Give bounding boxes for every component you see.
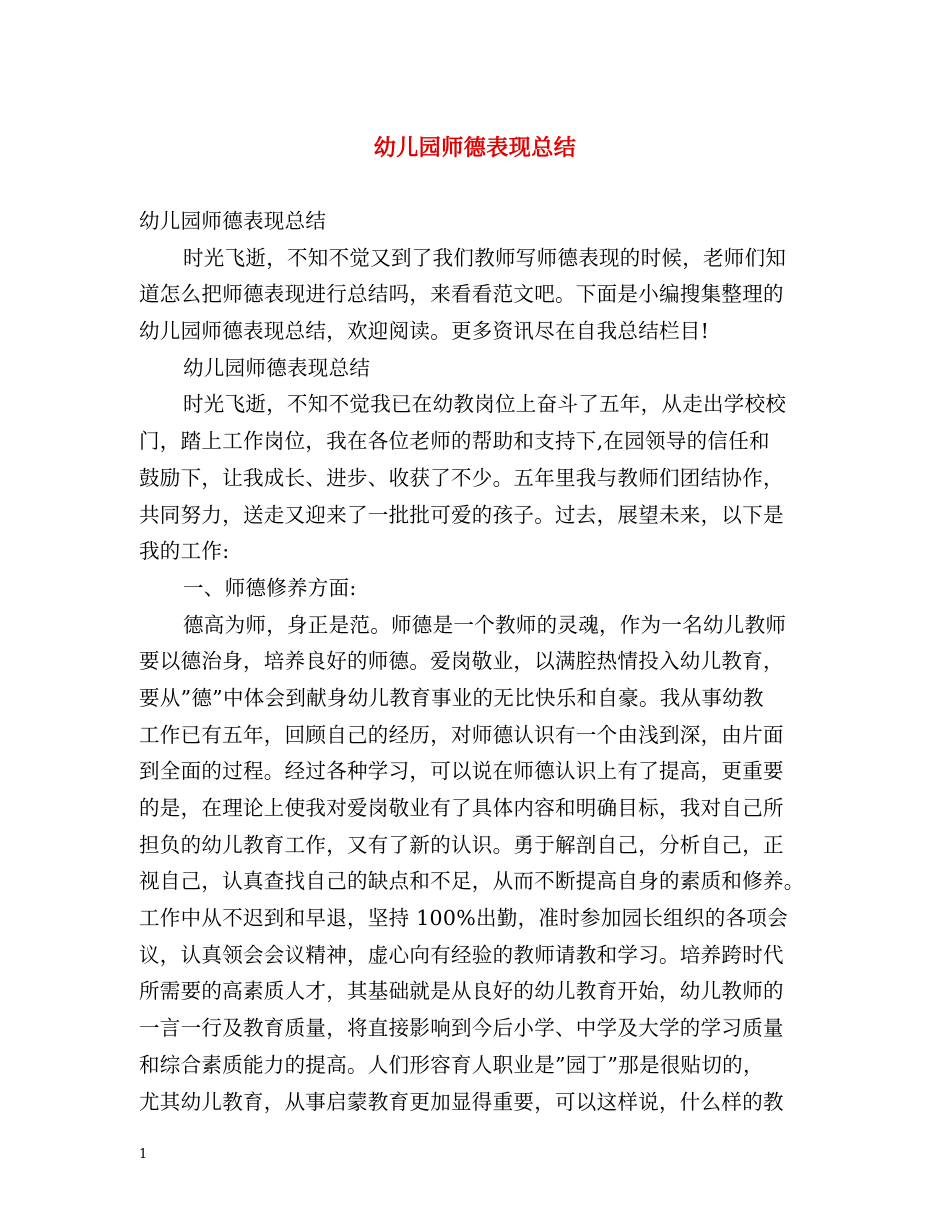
text-line: 门，踏上工作岗位，我在各位老师的帮助和支持下,在园领导的信任和 (139, 429, 770, 454)
document-body (139, 203, 829, 1120)
text-line: 一、师德修养方面: (183, 575, 357, 600)
text-line: 共同努力，送走又迎来了一批批可爱的孩子。过去，展望未来，以下是 (139, 502, 784, 527)
text-line: 所需要的高素质人才，其基础就是从良好的幼儿教育开始，幼儿教师的 (139, 979, 784, 1004)
document-title: 幼儿园师德表现总结 (373, 135, 577, 161)
text-line: 时光飞逝，不知不觉我已在幼教岗位上奋斗了五年，从走出学校校 (183, 392, 787, 417)
text-line: 一言一行及教育质量，将直接影响到今后小学、中学及大学的学习质量 (139, 1016, 784, 1041)
text-line: 德高为师，身正是范。师德是一个教师的灵魂，作为一名幼儿教师 (183, 612, 787, 637)
page-number: 1 (139, 1147, 148, 1162)
text-line: 议，认真领会会议精神，虚心向有经验的教师请教和学习。培养跨时代 (139, 942, 784, 967)
text-line: 视自己，认真查找自己的缺点和不足，从而不断提高自身的素质和修养。 (139, 869, 805, 894)
text-line: 要以德治身，培养良好的师德。爱岗敬业，以满腔热情投入幼儿教育， (139, 649, 784, 674)
text-line: 幼儿园师德表现总结 (139, 209, 327, 233)
text-line: 道怎么把师德表现进行总结吗，来看看范文吧。下面是小编搜集整理的 (139, 282, 784, 307)
text-line: 鼓励下，让我成长、进步、收获了不少。五年里我与教师们团结协作， (139, 465, 784, 490)
text-line: 担负的幼儿教育工作，又有了新的认识。勇于解剖自己，分析自己，正 (139, 832, 784, 857)
text-line: 和综合素质能力的提高。人们形容育人职业是”园丁”那是很贴切的， (139, 1052, 764, 1077)
text-line: 工作中从不迟到和早退，坚持 100%出勤，准时参加园长组织的各项会 (139, 906, 789, 931)
text-line: 幼儿园师德表现总结 (183, 355, 371, 380)
text-line: 幼儿园师德表现总结，欢迎阅读。更多资讯尽在自我总结栏目! (139, 319, 710, 344)
text-line: 的是，在理论上使我对爱岗敬业有了具体内容和明确目标，我对自己所 (139, 796, 784, 820)
text-line: 要从”德”中体会到献身幼儿教育事业的无比快乐和自豪。我从事幼教 (139, 685, 764, 710)
text-line: 工作已有五年，回顾自己的经历，对师德认识有一个由浅到深，由片面 (139, 722, 784, 747)
text-line: 我的工作: (139, 539, 230, 564)
text-line: 时光飞逝，不知不觉又到了我们教师写师德表现的时候，老师们知 (183, 245, 787, 270)
text-line: 尤其幼儿教育，从事启蒙教育更加显得重要，可以这样说，什么样的教 (139, 1089, 784, 1114)
text-line: 到全面的过程。经过各种学习，可以说在师德认识上有了提高，更重要 (139, 759, 784, 784)
